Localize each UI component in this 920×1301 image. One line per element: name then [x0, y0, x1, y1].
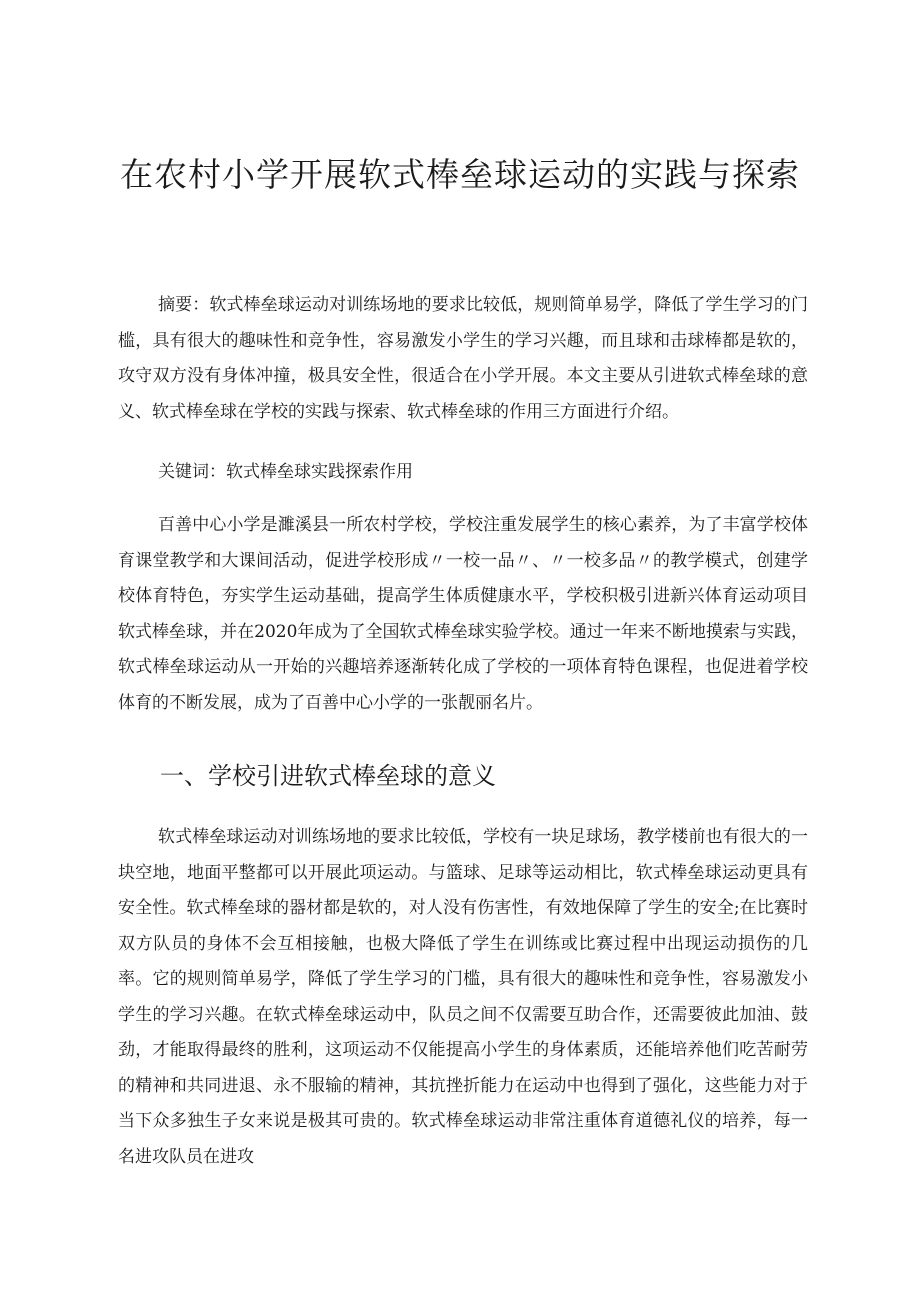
intro-paragraph: 百善中心小学是濉溪县一所农村学校，学校注重发展学生的核心素养，为了丰富学校体育课堂教学和大课间活动，促进学校形成〃一校一品〃、〃一校多品〃的教学模式，创建学校体育特色，夯实学生运动基础，提高学生体质健康水平，学校积极引进新兴体育运动项目软式棒垒球，并在2020年成为了全国软式棒垒球实验学校。通过一年来不断地摸索与实践，软式棒垒球运动从一开始的兴趣培养逐渐转化成了学校的一项体育特色课程，也促进着学校体育的不断发展，成为了百善中心小学的一张靓丽名片。	[118, 515, 808, 713]
section-1-body-paragraph: 软式棒垒球运动对训练场地的要求比较低，学校有一块足球场，教学楼前也有很大的一块空地，地面平整都可以开展此项运动。与篮球、足球等运动相比，软式棒垒球运动更具有安全性。软式棒垒球的器材都是软的，对人没有伤害性，有效地保障了学生的安全;在比赛时双方队员的身体不会互相接触，也极大降低了学生在训练或比赛过程中出现运动损伤的几率。它的规则简单易学，降低了学生学习的门槛，具有很大的趣味性和竞争性，容易激发小学生的学习兴趣。在软式棒垒球运动中，队员之间不仅需要互助合作，还需要彼此加油、鼓劲，才能取得最终的胜利，这项运动不仅能提高小学生的身体素质，还能培养他们吃苦耐劳的精神和共同进退、永不服输的精神，其抗挫折能力在运动中也得到了强化，这些能力对于当下众多独生子女来说是极其可贵的。软式棒垒球运动非常注重体育道德礼仪的培养，每一名进攻队员在进攻	[118, 827, 808, 1167]
document-title: 在农村小学开展软式棒垒球运动的实践与探索	[120, 155, 800, 194]
abstract-paragraph: 摘要：软式棒垒球运动对训练场地的要求比较低，规则简单易学，降低了学生学习的门槛，具有很大的趣味性和竞争性，容易激发小学生的学习兴趣，而且球和击球棒都是软的，攻守双方没有身体冲撞，极具安全性，很适合在小学开展。本文主要从引进软式棒垒球的意义、软式棒垒球在学校的实践与探索、软式棒垒球的作用三方面进行介绍。	[118, 295, 808, 422]
section-heading-1: 一、学校引进软式棒垒球的意义	[160, 762, 496, 790]
keywords-line: 关键词：软式棒垒球实践探索作用	[158, 462, 413, 482]
